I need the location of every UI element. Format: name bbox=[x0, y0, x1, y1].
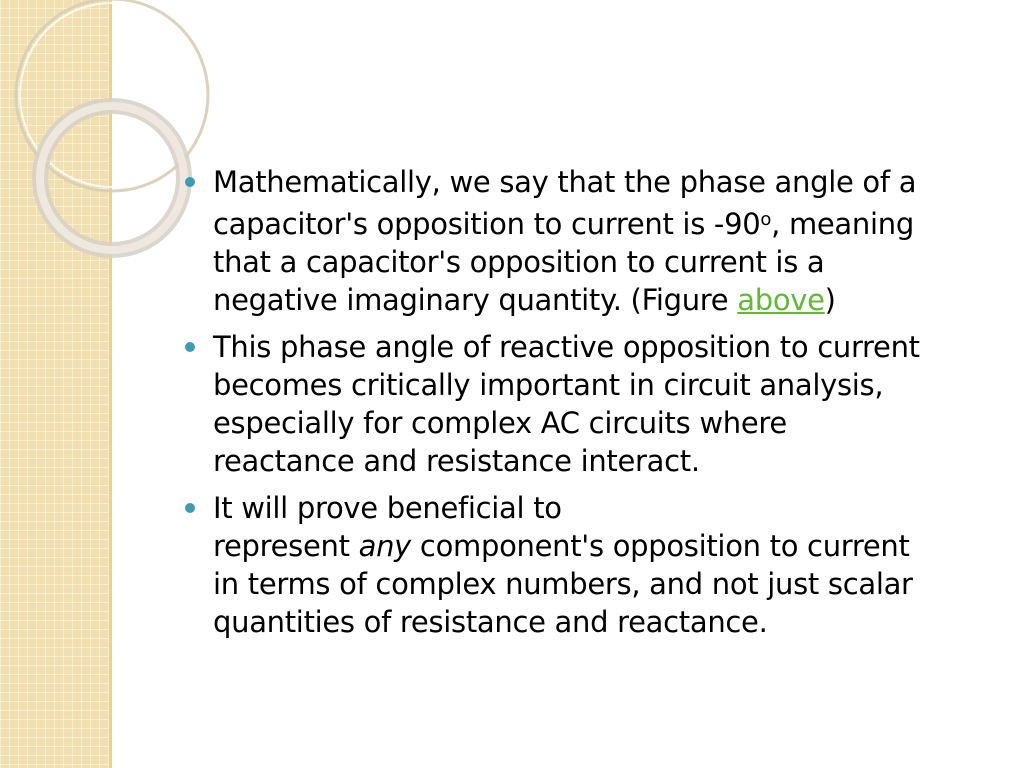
text-line: capacitor's opposition to current is -90 bbox=[213, 207, 761, 241]
text-line: especially for complex AC circuits where bbox=[213, 406, 787, 440]
bullet-text bbox=[213, 330, 920, 478]
bullet-item-complex-numbers bbox=[180, 489, 1000, 641]
slide-body bbox=[180, 163, 1000, 650]
text-line: It will prove beneficial to bbox=[213, 491, 562, 525]
text-line: negative imaginary quantity. (Figure bbox=[213, 283, 738, 317]
text-line: that a capacitor's opposition to current is a bbox=[213, 245, 825, 279]
text-line: in terms of complex numbers, and not just scalar bbox=[213, 567, 913, 601]
text-line: quantities of resistance and reactance. bbox=[213, 605, 768, 639]
bullet-list bbox=[180, 163, 1000, 641]
text-line: represent bbox=[213, 529, 359, 563]
bullet-item-importance bbox=[180, 328, 1000, 480]
text-line: reactance and resistance interact. bbox=[213, 444, 700, 478]
bullet-text bbox=[213, 491, 913, 639]
text-line: component's opposition to current bbox=[411, 529, 910, 563]
bullet-item-phase-angle bbox=[180, 163, 1000, 319]
text-line: Mathematically, we say that the phase angle of a bbox=[213, 165, 917, 199]
text-line-tail: , meaning bbox=[771, 207, 914, 241]
closing-paren: ) bbox=[824, 283, 836, 317]
bullet-dot-icon bbox=[185, 177, 195, 187]
ring-ornament-icon bbox=[0, 0, 140, 260]
emphasis-text: any bbox=[358, 529, 412, 563]
figure-above-link[interactable]: above bbox=[737, 283, 825, 317]
text-line: This phase angle of reactive opposition to current bbox=[213, 330, 920, 364]
text-line: becomes critically important in circuit analysis, bbox=[213, 368, 884, 402]
bullet-text bbox=[213, 165, 916, 317]
degree-symbol: o bbox=[760, 209, 772, 230]
bullet-dot-icon bbox=[185, 342, 195, 352]
bullet-dot-icon bbox=[185, 503, 195, 513]
